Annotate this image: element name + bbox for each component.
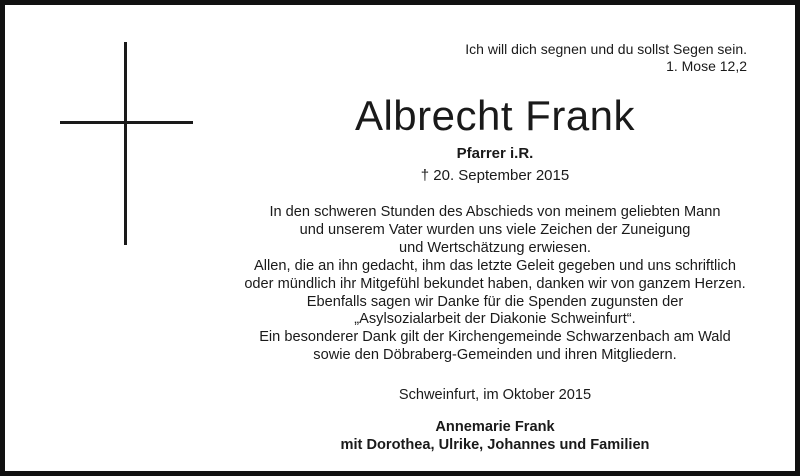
bible-verse-text: Ich will dich segnen und du sollst Segen sein. [465, 41, 747, 57]
death-date: † 20. September 2015 [420, 167, 570, 184]
message-line: Ein besonderer Dank gilt der Kirchengemeinde Schwarzenbach am Wald [259, 329, 731, 346]
signatures [255, 418, 735, 454]
place-and-date: Schweinfurt, im Oktober 2015 [398, 387, 592, 403]
signature-primary: Annemarie Frank [435, 419, 555, 435]
message-line: und Wertschätzung erwiesen. [399, 239, 591, 256]
message-line: Ebenfalls sagen wir Danke für die Spenden zugunsten der [306, 293, 684, 310]
bible-verse-reference: 1. Mose 12,2 [666, 58, 747, 74]
deceased-name: Albrecht Frank [354, 92, 636, 139]
cross-icon-horizontal-bar [60, 121, 193, 124]
message-line: Allen, die an ihn gedacht, ihm das letzte Geleit gegeben und uns schriftlich [254, 257, 736, 274]
message-line: „Asylsozialarbeit der Diakonie Schweinfurt“. [354, 311, 636, 328]
thank-you-message [200, 204, 790, 365]
message-line: In den schweren Stunden des Abschieds von meinem geliebten Mann [269, 204, 721, 220]
signature-family: mit Dorothea, Ulrike, Johannes und Familien [340, 437, 650, 453]
cross-icon-vertical-bar [124, 42, 127, 245]
bible-verse [347, 41, 747, 75]
message-line: oder mündlich ihr Mitgefühl bekundet haben, danken wir von ganzem Herzen. [244, 275, 746, 292]
deceased-title: Pfarrer i.R. [456, 145, 534, 162]
message-line: und unserem Vater wurden uns viele Zeichen der Zuneigung [299, 221, 691, 238]
message-line: sowie den Döbraberg-Gemeinden und ihren Mitgliedern. [313, 347, 677, 364]
